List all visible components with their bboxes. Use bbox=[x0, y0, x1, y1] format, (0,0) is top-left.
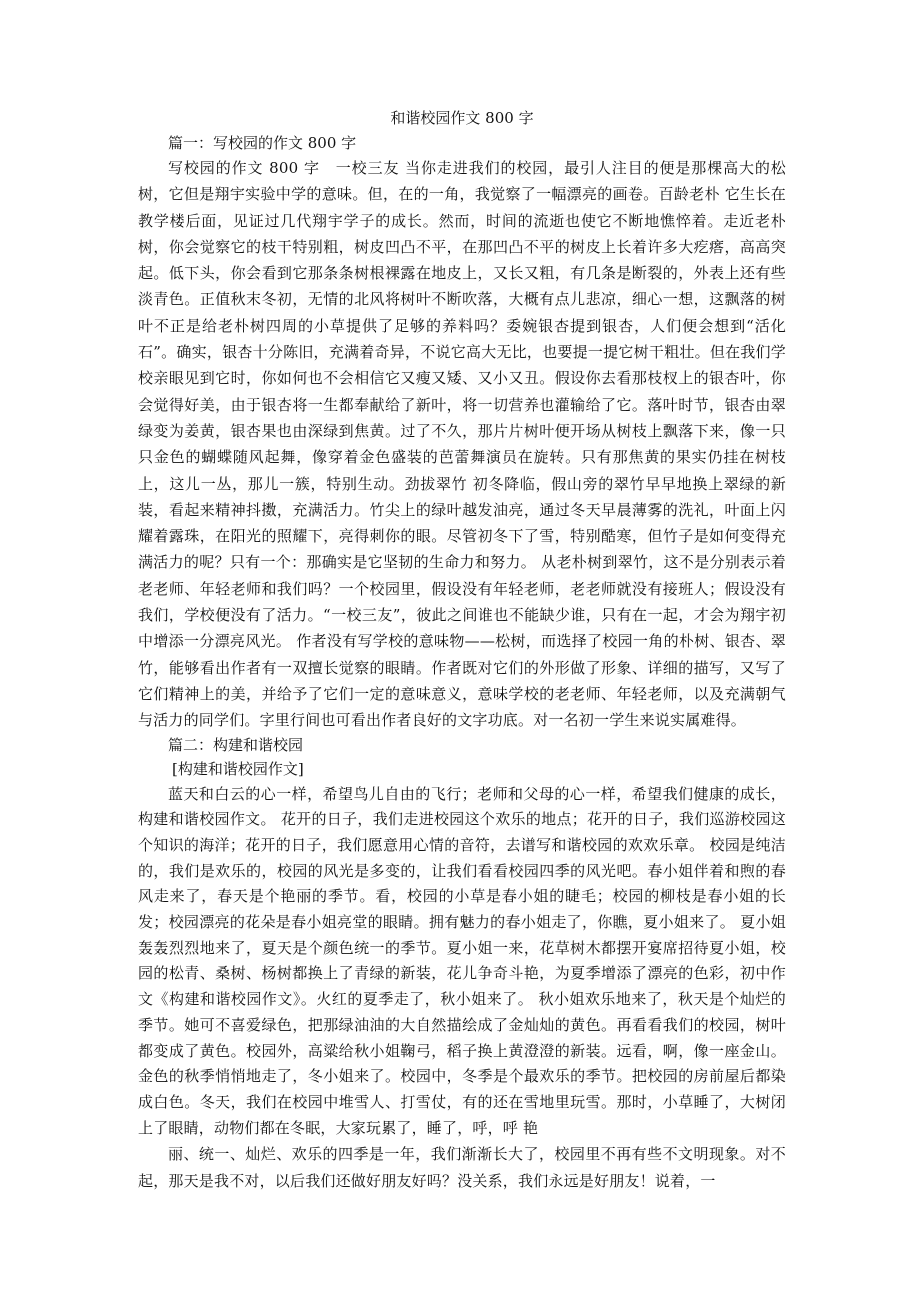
document-title: 和谐校园作文 800 字 bbox=[390, 109, 534, 127]
section-2-paragraph-2: 丽、统一、灿烂、欢乐的四季是一年，我们渐渐长大了，校园里不再有些不文明现象。对不起，那天是我不对，以后我们还做好朋友好吗？没关系，我们永远是好朋友！说着，一 bbox=[138, 1145, 786, 1190]
section-2-paragraph-1: 蓝天和白云的心一样，希望鸟儿自由的飞行；老师和父母的心一样，希望我们健康的成长，构建和谐校园作文。 花开的日子，我们走进校园这个欢乐的地点；花开的日子，我们巡游校园这个知识的海洋；花开的日子，我们愿意用心情的音符，去谱写和谐校园的欢欢乐章。 校园是纯洁的，我们是欢乐的，校园的风光是多变的，让我们看看校园四季的风光吧。春小姐伴着和煦的春风走来了，春天是个艳丽的季节。看，校园的小草是春小姐的睫毛；校园的柳枝是春小姐的长发；校园漂亮的花朵是春小姐亮堂的眼睛。拥有魅力的春小姐走了，你瞧，夏小姐来了。 夏小姐轰轰烈烈地来了，夏天是个颜色统一的季节。夏小姐一来，花草树木都摆开宴席招待夏小姐，校园的松青、桑树、杨树都换上了青绿的新装，花儿争奇斗艳，为夏季增添了漂亮的色彩，初中作文《构建和谐校园作文》。火红的夏季走了，秋小姐来了。 秋小姐欢乐地来了，秋天是个灿烂的季节。她可不喜爱绿色，把那绿油油的大自然描绘成了金灿灿的黄色。再看看我们的校园，树叶都变成了黄色。校园外，高粱给秋小姐鞠弓，稻子换上黄澄澄的新装。远看，啊，像一座金山。金色的秋季悄悄地走了，冬小姐来了。校园中，冬季是个最欢乐的季节。把校园的房前屋后都染成白色。冬天，我们在校园中堆雪人、打雪仗，有的还在雪地里玩雪。那时，小草睡了，大树闭上了眼睛，动物们都在冬眠，大家玩累了，睡了，呼，呼 艳 bbox=[138, 784, 786, 1137]
section-1-paragraph: 写校园的作文 800 字 一校三友 当你走进我们的校园，最引人注目的便是那棵高大的松树，它但是翔宇实验中学的意味。但，在的一角，我觉察了一幅漂亮的画卷。百龄老朴 它生长在教学楼后面，见证过几代翔宇学子的成长。然而，时间的流逝也使它不断地憔悴着。走近老朴树，你会觉察它的枝干特别粗，树皮凹凸不平，在那凹凸不平的树皮上长着许多大疙瘩，高高突起。低下头，你会看到它那条条树根裸露在地皮上，又长又粗，有几条是断裂的，外表上还有些淡青色。正值秋末冬初，无情的北风将树叶不断吹落，大概有点儿悲凉，细心一想，这飘落的树叶不正是给老朴树四周的小草提供了足够的养料吗？委婉银杏提到银杏，人们便会想到“活化石”。确实，银杏十分陈旧，充满着奇异，不说它高大无比，也要提一提它树干粗壮。但在我们学校亲眼见到它时，你如何也不会相信它又瘦又矮、又小又丑。假设你去看那枝杈上的银杏叶，你会觉得好美，由于银杏将一生都奉献给了新叶，将一切营养也灌输给了它。落叶时节，银杏由翠绿变为姜黄，银杏果也由深绿到焦黄。过了不久，那片片树叶便开场从树枝上飘落下来，像一只只金色的蝴蝶随风起舞，像穿着金色盛装的芭蕾舞演员在旋转。只有那焦黄的果实仍挂在树枝上，这儿一丛，那儿一簇，特别生动。劲拔翠竹 初冬降临，假山旁的翠竹早早地换上翠绿的新装，看起来精神抖擞，充满活力。竹尖上的绿叶越发油亮，通过冬天早晨薄雾的洗礼，叶面上闪耀着露珠，在阳光的照耀下，亮得刺你的眼。尽管初冬下了雪，特别酷寒，但竹子是如何变得充满活力的呢？只有一个：那确实是它坚韧的生命力和努力。 从老朴树到翠竹，这不是分别表示着老老师、年轻老师和我们吗？一个校园里，假设没有年轻老师，老老师就没有接班人；假设没有我们，学校便没有了活力。“一校三友”，彼此之间谁也不能缺少谁，只有在一起，才会为翔宇初中增添一分漂亮风光。 作者没有写学校的意味物——松树，而选择了校园一角的朴树、银杏、翠竹，能够看出作者有一双擅长觉察的眼睛。作者既对它们的外形做了形象、详细的描写，又写了它们精神上的美，并给予了它们一定的意味意义，意味学校的老老师、年轻老师，以及充满朝气与活力的同学们。字里行间也可看出作者良好的文字功底。对一名初一学生来说实属难得。 bbox=[138, 159, 786, 730]
section-1 bbox=[138, 132, 786, 734]
section-2-heading: 篇二：构建和谐校园 bbox=[168, 735, 304, 754]
document-page bbox=[138, 108, 786, 1194]
section-1-heading: 篇一：写校园的作文 800 字 bbox=[168, 134, 357, 152]
section-2 bbox=[138, 734, 786, 1194]
section-2-sub-heading: [构建和谐校园作文] bbox=[172, 759, 304, 778]
